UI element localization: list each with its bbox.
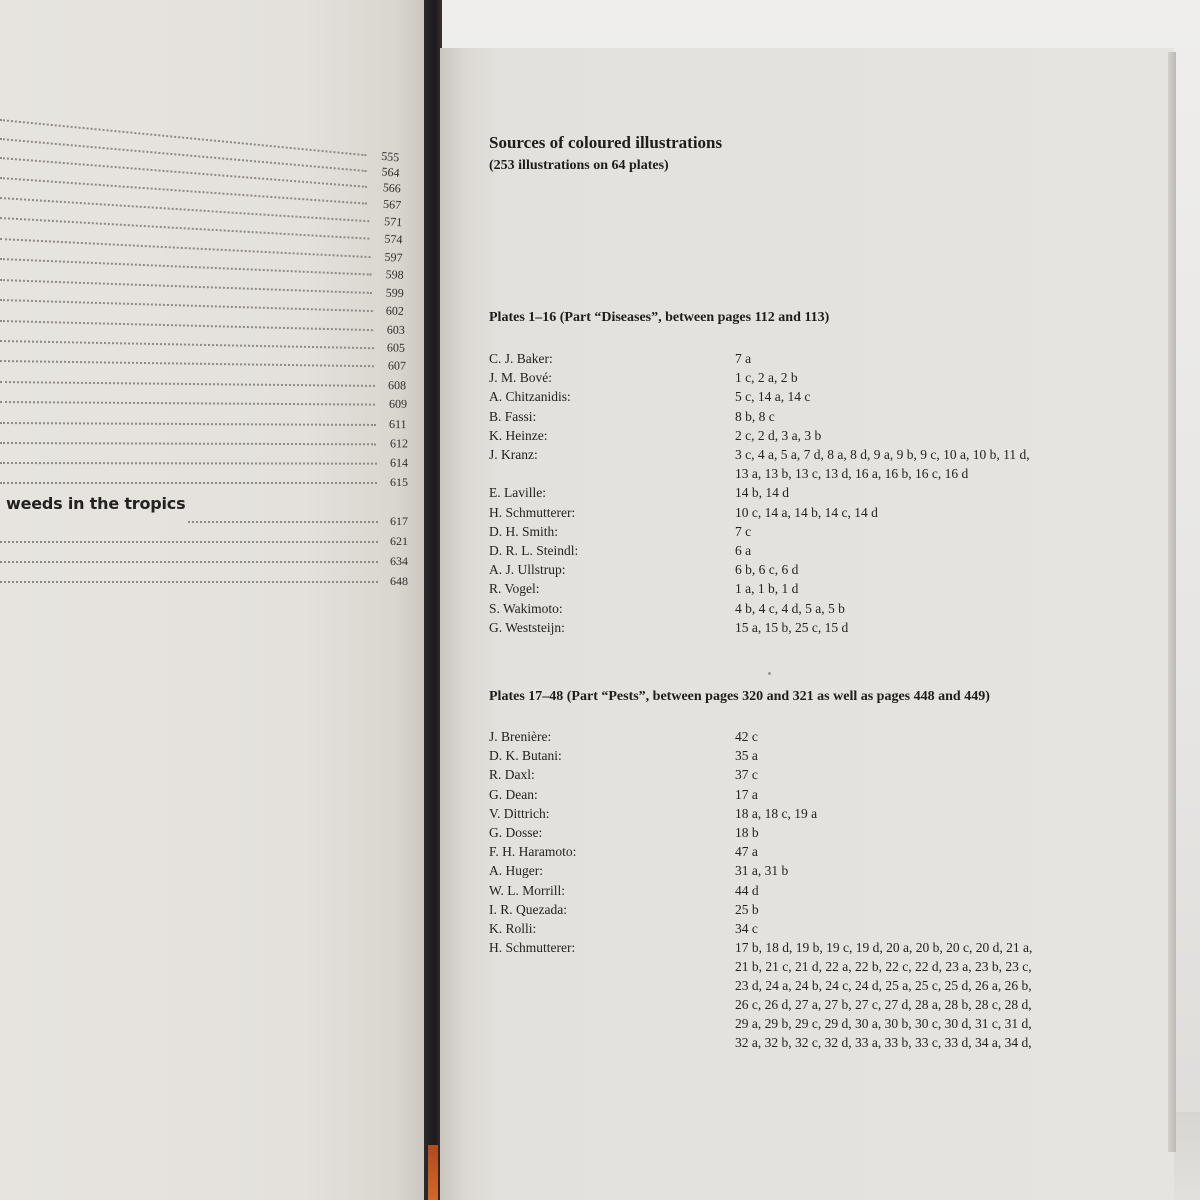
source-entry: [489, 541, 1099, 560]
plate-references: [735, 900, 1100, 919]
source-entry: [489, 900, 1099, 919]
photographer-name: V. Dittrich:: [489, 805, 550, 821]
plate-references: [735, 426, 1100, 445]
toc-leader-dots: [0, 320, 373, 331]
toc-page-number: 611: [388, 417, 407, 432]
source-entry: [489, 426, 1099, 445]
photographer-name: G. Weststeijn:: [489, 619, 565, 635]
toc-page-number: 607: [387, 358, 407, 373]
toc-page-number: 617: [390, 514, 408, 528]
toc-page-number: 612: [389, 436, 409, 451]
source-entry: [489, 842, 1099, 861]
photographer-name: W. L. Morrill:: [489, 882, 565, 898]
photographer-name: H. Schmutterer:: [489, 504, 576, 520]
plate-references: [735, 618, 1100, 637]
page-subtitle: (253 illustrations on 64 plates): [489, 158, 669, 173]
toc-page-number: 609: [388, 396, 408, 411]
plate-reference-line: 10 c, 14 a, 14 b, 14 c, 14 d: [735, 504, 878, 520]
plate-reference-line: 32 a, 32 b, 32 c, 32 d, 33 a, 33 b, 33 c, 33 d, 34 a, 34 d,: [735, 1035, 1032, 1051]
source-entry: [489, 765, 1099, 784]
toc-leader-dots: [188, 521, 378, 523]
plate-references: [735, 765, 1100, 784]
plate-reference-line: 26 c, 26 d, 27 a, 27 b, 27 c, 27 d, 28 a, 28 b, 28 c, 28 d,: [735, 997, 1032, 1013]
source-entry: [489, 746, 1099, 765]
plate-references: [735, 560, 1100, 579]
toc-leader-dots: [0, 482, 377, 484]
toc-page-number: 571: [383, 214, 403, 230]
toc-leader-dots: [0, 442, 376, 445]
photographer-name: J. Brenière:: [489, 729, 552, 744]
paper-speck: [768, 672, 771, 675]
toc-row: [0, 475, 410, 491]
plate-reference-line: 18 a, 18 c, 19 a: [735, 805, 818, 821]
source-entry: [489, 823, 1099, 842]
source-entry: [489, 938, 1099, 1053]
toc-row: [0, 554, 410, 570]
plate-reference-line: 37 c: [735, 767, 758, 783]
plate-references: [735, 445, 1100, 483]
toc-section-heading: weeds in the tropics: [6, 494, 186, 513]
plate-reference-line: 3 c, 4 a, 5 a, 7 d, 8 a, 8 d, 9 a, 9 b, 9 c, 10 a, 10 b, 11 d,: [735, 447, 1030, 462]
plate-reference-line: 14 b, 14 d: [735, 485, 789, 501]
plate-reference-line: 5 c, 14 a, 14 c: [735, 389, 811, 405]
plate-reference-line: 18 b: [735, 825, 759, 840]
plate-references: [735, 919, 1100, 938]
plate-references: [735, 387, 1100, 406]
plate-references: [735, 861, 1100, 880]
plate-references: [735, 407, 1100, 426]
plate-references: [735, 881, 1100, 900]
plate-reference-line: 1 c, 2 a, 2 b: [735, 370, 798, 386]
toc-page-number: 621: [390, 534, 408, 548]
plate-reference-line: 31 a, 31 b: [735, 863, 789, 879]
source-entry: [489, 407, 1099, 426]
page-edge: [1168, 52, 1176, 1152]
photographer-name: C. J. Baker:: [489, 351, 553, 366]
toc-row: [0, 415, 410, 433]
photographer-name: G. Dosse:: [489, 825, 543, 840]
source-entry: [489, 727, 1099, 746]
toc-page-number: 608: [387, 378, 407, 393]
source-entry: [489, 804, 1099, 823]
toc-row: [0, 353, 410, 375]
photographer-name: D. K. Butani:: [489, 748, 562, 764]
plate-reference-line: 6 b, 6 c, 6 d: [735, 562, 799, 578]
photographer-name: H. Schmutterer:: [489, 940, 576, 956]
plate-references: [735, 804, 1100, 823]
toc-row: [0, 534, 410, 550]
toc-leader-dots: [0, 462, 377, 465]
plate-references: [735, 503, 1100, 522]
source-entry: [489, 483, 1099, 502]
toc-page-number: 614: [389, 455, 409, 470]
toc-page-number: 567: [382, 196, 402, 213]
toc-row: [0, 435, 410, 452]
cover-accent: [428, 1145, 438, 1200]
toc-page-number: 615: [390, 475, 408, 489]
plate-references: [735, 785, 1100, 804]
section-heading: Plates 1–16 (Part “Diseases”, between pages 112 and 113): [489, 310, 830, 325]
plate-reference-line: 17 a: [735, 786, 758, 802]
source-entry: [489, 368, 1099, 387]
toc-page-number: 574: [384, 231, 403, 247]
plate-references: [735, 541, 1100, 560]
plate-references: [735, 746, 1100, 765]
toc-page-number: 603: [386, 322, 406, 337]
source-entry: [489, 387, 1099, 406]
plate-reference-line: 47 a: [735, 844, 758, 860]
plate-reference-line: 44 d: [735, 882, 759, 898]
photographer-name: A. J. Ullstrup:: [489, 562, 566, 578]
toc-leader-dots: [0, 422, 376, 426]
source-entry: [489, 919, 1099, 938]
photographer-name: E. Laville:: [489, 485, 546, 501]
photographer-name: K. Rolli:: [489, 921, 537, 936]
photographer-name: D. H. Smith:: [489, 523, 559, 539]
plate-reference-line: 7 a: [735, 351, 752, 366]
toc-page-number: 599: [385, 285, 405, 301]
toc-row: [0, 374, 410, 394]
plate-references: [735, 842, 1100, 861]
plate-references: [735, 368, 1100, 387]
plate-reference-line: 6 a: [735, 543, 752, 558]
toc-leader-dots: [0, 561, 378, 563]
photographer-name: J. M. Bové:: [489, 370, 553, 386]
plate-reference-line: 1 a, 1 b, 1 d: [735, 581, 799, 597]
plate-reference-line: 7 c: [735, 523, 752, 539]
source-entry: [489, 503, 1099, 522]
photographer-name: S. Wakimoto:: [489, 600, 563, 616]
plate-reference-line: 4 b, 4 c, 4 d, 5 a, 5 b: [735, 600, 845, 616]
toc-page-number: 634: [390, 554, 408, 568]
photographer-name: R. Daxl:: [489, 767, 535, 783]
plate-reference-line: 34 c: [735, 921, 758, 936]
plate-reference-line: 35 a: [735, 748, 758, 764]
plate-reference-line: 2 c, 2 d, 3 a, 3 b: [735, 427, 822, 443]
plate-references: [735, 522, 1100, 541]
plate-references: [735, 938, 1100, 1052]
toc-leader-dots: [0, 360, 374, 367]
toc-page-number: 605: [386, 340, 406, 355]
page-title: Sources of coloured illustrations: [489, 133, 723, 152]
toc-page-number: 564: [381, 164, 401, 180]
plate-reference-line: 15 a, 15 b, 25 c, 15 d: [735, 619, 849, 635]
source-entry: [489, 618, 1099, 637]
photographer-name: A. Chitzanidis:: [489, 389, 571, 405]
photographer-name: K. Heinze:: [489, 427, 548, 443]
plate-reference-line: 42 c: [735, 729, 758, 744]
source-entry: [489, 785, 1099, 804]
source-entry: [489, 881, 1099, 900]
toc-page-number: 555: [380, 148, 400, 165]
plate-reference-line: 25 b: [735, 901, 759, 917]
photographer-name: A. Huger:: [489, 863, 543, 879]
source-entry: [489, 599, 1099, 618]
toc-page-number: 598: [385, 267, 404, 282]
source-entry: [489, 560, 1099, 579]
toc-row: [0, 514, 410, 530]
photographer-name: I. R. Quezada:: [489, 901, 567, 917]
toc-leader-dots: [0, 340, 374, 349]
toc-page-number: 597: [384, 249, 403, 265]
plate-reference-line: 8 b, 8 c: [735, 408, 775, 424]
plate-references: [735, 727, 1100, 746]
plate-reference-line: 21 b, 21 c, 21 d, 22 a, 22 b, 22 c, 22 d, 23 a, 23 b, 23 c,: [735, 959, 1032, 975]
toc-row: [0, 455, 410, 472]
toc-row: [0, 574, 410, 590]
plate-references: [735, 483, 1100, 502]
source-entry: [489, 579, 1099, 598]
toc-leader-dots: [0, 299, 373, 312]
toc-page-number: 566: [382, 180, 402, 196]
plate-reference-line: 23 d, 24 a, 24 b, 24 c, 24 d, 25 a, 25 c, 25 d, 26 a, 26 b,: [735, 978, 1032, 994]
photographer-name: F. H. Haramoto:: [489, 844, 577, 860]
toc-page-number: 648: [390, 574, 408, 588]
toc-leader-dots: [0, 541, 378, 543]
source-entry: [489, 349, 1099, 368]
plate-references: [735, 823, 1100, 842]
section-heading: Plates 17–48 (Part “Pests”, between pages 320 and 321 as well as pages 448 and 449): [489, 689, 990, 704]
source-entry: [489, 445, 1099, 483]
toc-page-number: 602: [385, 303, 405, 318]
left-page: [0, 0, 432, 1200]
source-entry: [489, 861, 1099, 880]
photographer-name: B. Fassi:: [489, 408, 537, 424]
toc-leader-dots: [0, 279, 372, 294]
plate-reference-line: 29 a, 29 b, 29 c, 29 d, 30 a, 30 b, 30 c, 30 d, 31 c, 31 d,: [735, 1016, 1032, 1032]
toc-row: [0, 394, 410, 413]
plate-reference-line: 17 b, 18 d, 19 b, 19 c, 19 d, 20 a, 20 b, 20 c, 20 d, 21 a,: [735, 940, 1033, 956]
plate-references: [735, 579, 1100, 598]
plate-reference-line: 13 a, 13 b, 13 c, 13 d, 16 a, 16 b, 16 c, 16 d: [735, 466, 969, 481]
plate-references: [735, 349, 1100, 368]
photographer-name: J. Kranz:: [489, 447, 538, 462]
toc-leader-dots: [0, 381, 375, 387]
plate-references: [735, 599, 1100, 618]
photographer-name: D. R. L. Steindl:: [489, 543, 579, 558]
toc-leader-dots: [0, 581, 378, 583]
photographer-name: G. Dean:: [489, 786, 538, 802]
toc-leader-dots: [0, 401, 375, 406]
source-entry: [489, 522, 1099, 541]
photographer-name: R. Vogel:: [489, 581, 540, 597]
